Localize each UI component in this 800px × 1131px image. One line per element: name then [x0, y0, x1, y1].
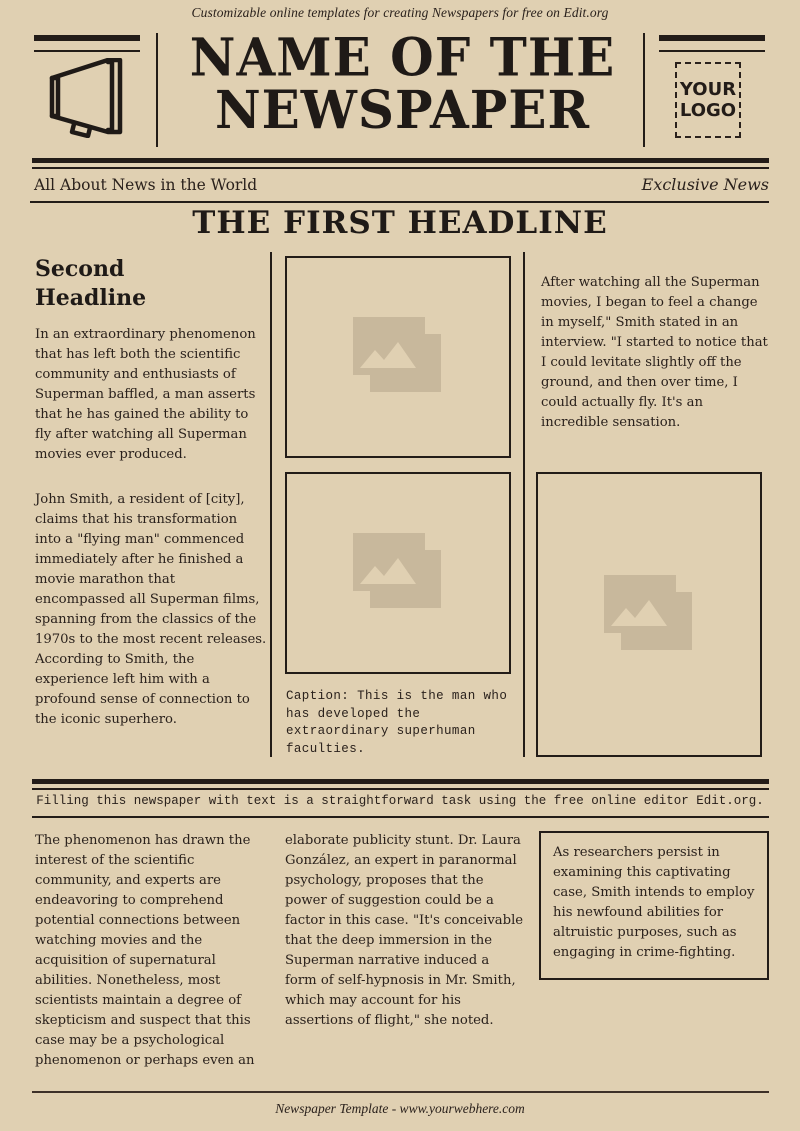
image-placeholder-2[interactable] — [285, 472, 511, 674]
masthead-right-thick-rule — [659, 35, 765, 41]
footer-rule — [32, 1091, 769, 1093]
main-headline: THE FIRST HEADLINE — [192, 205, 608, 241]
bottom-column-2: elaborate publicity stunt. Dr. Laura González, an expert in paranormal psychology, proposes that the power of suggestion could be a factor in this case. "It's conceivable that the deep immersion in the Superman narrative induced a form of self-hypnosis in Mr. Smith, which may account for his assertions of flight," she noted. — [285, 833, 524, 1028]
image-placeholder-3[interactable] — [536, 472, 762, 757]
masthead-left-thick-rule — [34, 35, 140, 41]
subheader-left: All About News in the World — [34, 176, 258, 194]
image-caption: Caption: This is the man who has developed the extraordinary superhuman faculties. — [286, 689, 508, 756]
bottom-boxed-paragraph: As researchers persist in examining this captivating case, Smith intends to employ his newfound abilities for altruistic purposes, such as engaging in crime-fighting. — [539, 831, 769, 980]
masthead-left-divider — [156, 33, 158, 147]
masthead-right-thin-rule — [659, 50, 765, 52]
top-tagline: Customizable online templates for creating Newspapers for free on Edit.org — [191, 5, 609, 20]
right-column-paragraph: After watching all the Superman movies, I began to feel a change in myself," Smith stated in an interview. "I started to notice that I could levitate slightly off the ground, and then over time, I could actually fly. It's an incredible sensation. — [541, 275, 768, 430]
image-placeholder-icon — [353, 533, 443, 613]
banner-text: Filling this newspaper with text is a straightforward task using the free online editor Edit.org. — [36, 794, 764, 808]
left-column-paragraph-2: John Smith, a resident of [city], claims that his transformation into a "flying man" commenced immediately after he finished a movie marathon that encompassed all Superman films, spanning from the classics of the 1970s to the most recent releases. According to Smith, the experience left him with a profound sense of connection to the iconic superhero. — [35, 492, 267, 727]
logo-placeholder[interactable] — [675, 62, 741, 138]
image-placeholder-1[interactable] — [285, 256, 511, 458]
masthead-bottom-thick-rule — [32, 158, 769, 163]
logo-text-line1: YOUR — [679, 79, 737, 100]
newspaper-name-line1: NAME OF THE — [189, 26, 616, 89]
left-column-paragraph-1: In an extraordinary phenomenon that has left both the scientific community and enthusiasts of Superman baffled, a man asserts that he has gained the ability to fly after watching all Superman movies ever produced. — [35, 327, 256, 462]
column-divider-left — [270, 252, 272, 757]
subheader-right: Exclusive News — [641, 175, 769, 194]
second-headline-line1: Second — [35, 256, 125, 282]
column-divider-right — [523, 252, 525, 757]
newspaper-name-line2: NEWSPAPER — [214, 78, 591, 141]
logo-text-line2: LOGO — [679, 100, 737, 121]
masthead-right-divider — [643, 33, 645, 147]
bottom-column-1: The phenomenon has drawn the interest of the scientific community, and experts are endeavoring to comprehend potential connections between watching movies and the acquisition of supernatural abilities. Nonetheless, most scientists maintain a degree of skepticism and suspect that this case may be a psychological phenomenon or perhaps even an — [35, 833, 255, 1068]
footer-text: Newspaper Template - www.yourwebhere.com — [275, 1101, 525, 1116]
second-headline — [35, 255, 146, 313]
subheader-rule — [30, 201, 769, 203]
banner-bottom-rule — [32, 816, 769, 818]
masthead-left-thin-rule — [34, 50, 140, 52]
image-placeholder-icon — [353, 317, 443, 397]
banner-top-thick-rule — [32, 779, 769, 784]
second-headline-line2: Headline — [35, 285, 147, 311]
banner-top-thin-rule — [32, 788, 769, 790]
masthead-bottom-thin-rule — [32, 167, 769, 169]
newspaper-name — [160, 26, 645, 141]
image-placeholder-icon — [604, 575, 694, 655]
megaphone-icon — [46, 58, 130, 138]
